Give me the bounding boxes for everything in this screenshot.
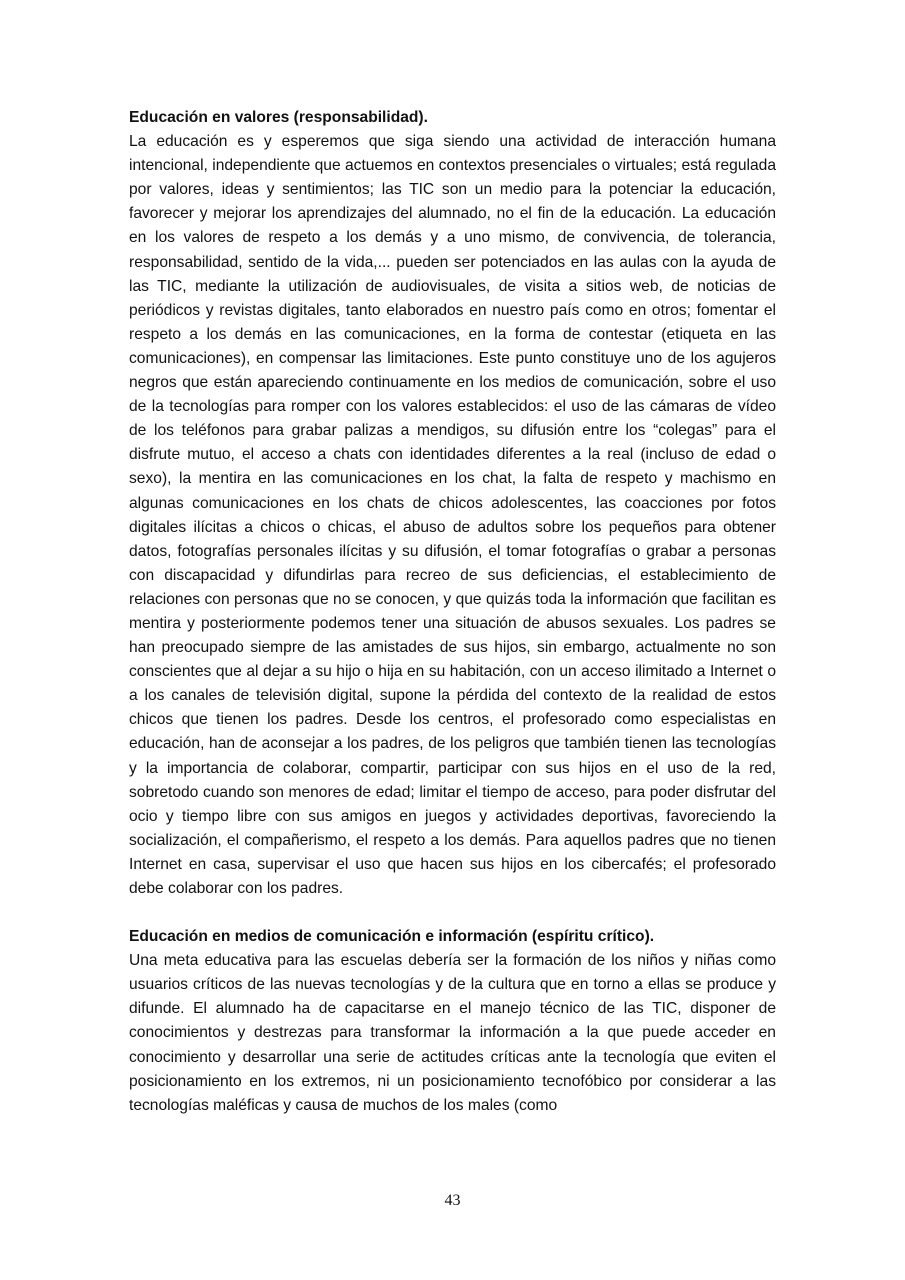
- page-number: 43: [444, 1192, 461, 1209]
- section-body-values: La educación es y esperemos que siga siendo una actividad de interacción humana intencional, independiente que actuemos en contextos presenciales o virtuales; está regulada por valores, ideas y sentimientos; las TIC son un medio para la potenciar la educación, favorecer y mejorar los aprendizajes del alumnado, no el fin de la educación. La educación en los valores de respeto a los demás y a uno mismo, de convivencia, de tolerancia, responsabilidad, sentido de la vida,... pueden ser potenciados en las aulas con la ayuda de las TIC, mediante la utilización de audiovisuales, de visita a sitios web, de noticias de periódicos y revistas digitales, tanto elaborados en nuestro país como en otros; fomentar el respeto a los demás en las comunicaciones, en la forma de contestar (etiqueta en las comunicaciones), en compensar las limitaciones. Este punto constituye uno de los agujeros negros que están apareciendo continuamente en los medios de comunicación, sobre el uso de la tecnologías para romper con los valores establecidos: el uso de las cámaras de vídeo de los teléfonos para grabar palizas a mendigos, su difusión entre los “colegas” para el disfrute mutuo, el acceso a chats con identidades diferentes a la real (incluso de edad o sexo), la mentira en las comunicaciones en los chat, la falta de respeto y machismo en algunas comunicaciones en los chats de chicos adolescentes, las coacciones por fotos digitales ilícitas a chicos o chicas, el abuso de adultos sobre los pequeños para obtener datos, fotografías personales ilícitas y su difusión, el tomar fotografías o grabar a personas con discapacidad y difundirlas para recreo de sus deficiencias, el establecimiento de relaciones con personas que no se conocen, y que quizás toda la información que facilitan es mentira y posteriormente podemos tener una situación de abusos sexuales. Los padres se han preocupado siempre de las amistades de sus hijos, sin embargo, actualmente no son conscientes que al dejar a su hijo o hija en su habitación, con un acceso ilimitado a Internet o a los canales de televisión digital, supone la pérdida del contexto de la realidad de estos chicos que tienen los padres. Desde los centros, el profesorado como especialistas en educación, han de aconsejar a los padres, de los peligros que también tienen las tecnologías y la importancia de colaborar, compartir, participar con sus hijos en el uso de la red, sobretodo cuando son menores de edad; limitar el tiempo de acceso, para poder disfrutar del ocio y tiempo libre con sus amigos en juegos y actividades deportivas, favoreciendo la socialización, el compañerismo, el respeto a los demás. Para aquellos padres que no tienen Internet en casa, supervisar el uso que hacen sus hijos en los cibercafés; el profesorado debe colaborar con los padres.: [129, 133, 776, 897]
- page-content: [129, 106, 776, 1118]
- section-heading-values: Educación en valores (responsabilidad).: [129, 109, 428, 126]
- section-spacer: [129, 901, 776, 925]
- section-body-media: Una meta educativa para las escuelas debería ser la formación de los niños y niñas como usuarios críticos de las nuevas tecnologías y de la cultura que en torno a ellas se produce y difunde. El alumnado ha de capacitarse en el manejo técnico de las TIC, disponer de conocimientos y destrezas para transformar la información a la que puede acceder en conocimiento y desarrollar una serie de actitudes críticas ante la tecnología que eviten el posicionamiento en los extremos, ni un posicionamiento tecnofóbico por considerar a las tecnologías maléficas y causa de muchos de los males (como: [129, 952, 776, 1114]
- section-heading-media: Educación en medios de comunicación e información (espíritu crítico).: [129, 928, 655, 946]
